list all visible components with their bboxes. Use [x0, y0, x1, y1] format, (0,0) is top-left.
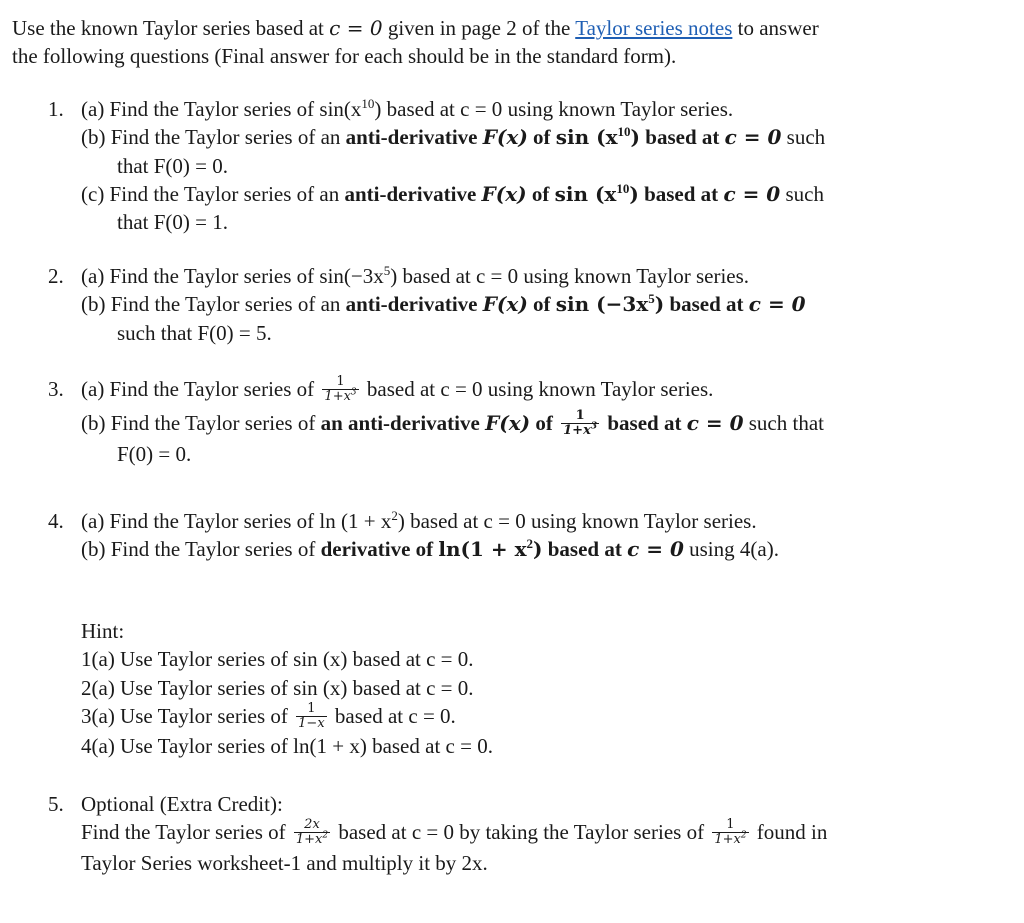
q4-part-b: (b) Find the Taylor series of derivative of $\ln(1 + x^2)$ based at c = 0 using 4(a).: [81, 536, 779, 562]
hint-block: [81, 617, 981, 761]
q4-part-a: (a) Find the Taylor series of $\ln (1 + x^2)$ based at c = 0 using known Taylor series.: [81, 508, 757, 533]
q2-part-b: (b) Find the Taylor series of an anti-derivative F(x) of $\sin (-3x^5)$ based at c = 0: [81, 291, 806, 317]
q5-line-3: Taylor Series worksheet-1 and multiply it by 2x.: [81, 850, 488, 875]
q1-part-a: (a) Find the Taylor series of $\sin(x^{10})$ based at c = 0 using known Taylor series.: [81, 96, 734, 121]
question-4: [48, 507, 1008, 564]
question-3: [48, 375, 1008, 468]
hint-1: 1(a) Use Taylor series of sin (x) based at c = 0.: [81, 647, 474, 672]
fraction-1-over-1-minus-x: $\frac{1}{1-x}$: [298, 701, 325, 731]
question-number: 2.: [48, 264, 64, 288]
question-number: 1.: [48, 97, 64, 121]
hint-2: 2(a) Use Taylor series of sin (x) based at c = 0.: [81, 675, 474, 700]
q5-title: Optional (Extra Credit):: [81, 792, 283, 816]
q2-part-b-cont: such that F(0) = 5.: [117, 320, 272, 345]
q5-line-2: Find the Taylor series of $\frac{2x}{1+x^2}$ based at c = 0 by taking the Taylor series of $\frac{1}{1+x^2}$ found in: [81, 817, 828, 848]
intro-line-1: Use the known Taylor series based at c = 0 given in page 2 of the Taylor series notes to answer: [12, 16, 819, 40]
q3-part-b: (b) Find the Taylor series of an anti-derivative F(x) of $\frac{1}{1+x^3}$ based at c = 0 such that: [81, 408, 824, 439]
q2-part-a: (a) Find the Taylor series of $\sin(-3x^5)$ based at c = 0 using known Taylor series.: [81, 263, 750, 288]
fraction-1-over-1-plus-x-cubed: $\frac{1}{1+x^3}$: [324, 374, 357, 404]
intro-paragraph: [12, 14, 1002, 71]
question-2: [48, 262, 1008, 347]
q3-part-b-cont: F(0) = 0.: [117, 441, 192, 466]
question-number: 3.: [48, 377, 64, 401]
fraction-2x-over-1-plus-x-squared: $\frac{2x}{1+x^2}$: [295, 817, 329, 848]
fraction-1-over-1-plus-x-squared: $\frac{1}{1+x^2}$: [714, 817, 747, 848]
hint-4: 4(a) Use Taylor series of ln(1 + x) based at c = 0.: [81, 734, 493, 759]
hint-title: Hint:: [81, 619, 125, 643]
taylor-series-notes-link[interactable]: Taylor series notes: [575, 16, 733, 40]
question-number: 4.: [48, 509, 64, 533]
q1-part-b: (b) Find the Taylor series of an anti-derivative F(x) of $\sin (x^{10})$ based at c = 0 such: [81, 124, 826, 150]
hint-3: 3(a) Use Taylor series of $\frac{1}{1-x}$ based at c = 0.: [81, 701, 456, 731]
question-5: [48, 790, 1008, 877]
question-1: [48, 95, 1008, 237]
fraction-1-over-1-plus-x-cubed: $\frac{1}{1+x^3}$: [563, 408, 598, 439]
q1-part-c: (c) Find the Taylor series of an anti-derivative F(x) of $\sin (x^{10})$ based at c = 0 such: [81, 181, 824, 207]
q1-part-b-cont: that F(0) = 0.: [117, 153, 228, 178]
intro-line-2: the following questions (Final answer for each should be in the standard form).: [12, 44, 677, 69]
question-number: 5.: [48, 792, 64, 816]
q3-part-a: (a) Find the Taylor series of $\frac{1}{1+x^3}$ based at c = 0 using known Taylor series.: [81, 374, 714, 404]
q1-part-c-cont: that F(0) = 1.: [117, 210, 228, 235]
